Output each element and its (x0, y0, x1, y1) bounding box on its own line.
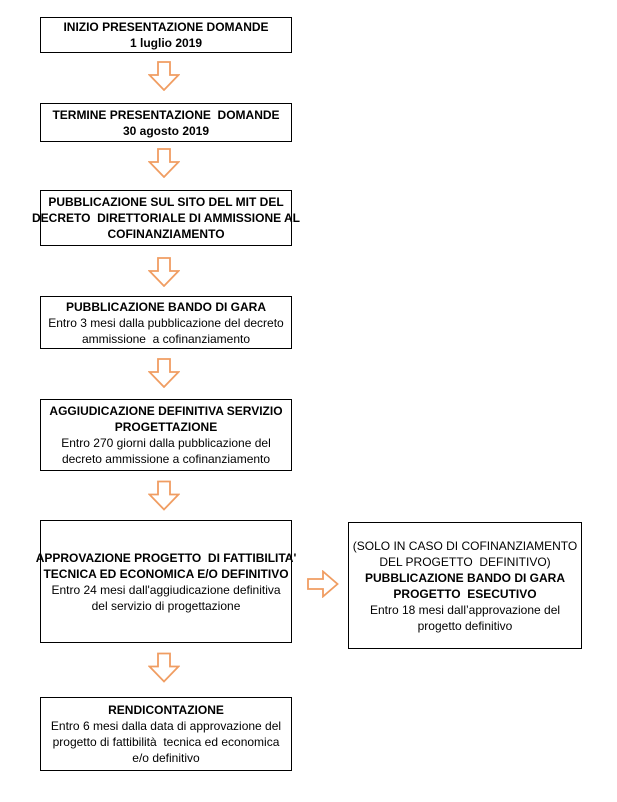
step-detail-line: ammissione a cofinanziamento (81, 331, 251, 346)
step-date-line: 30 agosto 2019 (122, 123, 210, 138)
step-detail-line: Entro 3 mesi dalla pubblicazione del decreto (48, 315, 284, 330)
step-detail-line: progetto definitivo (417, 618, 513, 633)
step-title-line: PROGETTO ESECUTIVO (393, 586, 537, 601)
step-title-line: PUBBLICAZIONE SUL SITO DEL MIT DEL (48, 195, 284, 209)
step-title-line: DECRETO DIRETTORIALE DI AMMISSIONE AL (32, 211, 301, 225)
step-title-line: APPROVAZIONE PROGETTO DI FATTIBILITA' (35, 550, 297, 565)
step-detail-line: Entro 270 giorni dalla pubblicazione del (61, 436, 271, 450)
step-title-line: TERMINE PRESENTAZIONE DOMANDE (52, 107, 280, 122)
step-pubblicazione-bando-di-gara (40, 296, 292, 349)
step-title-line: AGGIUDICAZIONE DEFINITIVA SERVIZIO (49, 404, 283, 418)
down-arrow-icon (148, 480, 180, 511)
step-inizio-presentazione-domande (40, 17, 292, 53)
step-condition-line: (SOLO IN CASO DI COFINANZIAMENTO (352, 538, 578, 553)
step-approvazione-progetto (35, 520, 297, 643)
step-pubblicazione-decreto-mit (32, 190, 301, 246)
step-title-line: RENDICONTAZIONE (108, 703, 224, 717)
step-title-line: INIZIO PRESENTAZIONE DOMANDE (63, 20, 269, 34)
step-title-line: PROGETTAZIONE (114, 420, 218, 434)
step-detail-line: e/o definitivo (132, 751, 200, 765)
step-detail-line: progetto di fattibilità tecnica ed economica (52, 735, 280, 749)
step-title-line: TECNICA ED ECONOMICA E/O DEFINITIVO (43, 566, 289, 581)
step-title-line: COFINANZIAMENTO (107, 227, 225, 241)
step-detail-line: Entro 24 mesi dall'aggiudicazione definitiva (51, 582, 281, 597)
step-detail-line: decreto ammissione a cofinanziamento (61, 452, 271, 466)
down-arrow-icon (148, 358, 180, 388)
step-detail-line: del servizio di progettazione (91, 598, 241, 613)
step-title-line: PUBBLICAZIONE BANDO DI GARA (365, 570, 565, 585)
step-detail-line: Entro 18 mesi dall’approvazione del (369, 602, 561, 617)
step-bando-progetto-esecutivo (348, 522, 582, 649)
step-condition-line: DEL PROGETTO DEFINITIVO) (379, 554, 551, 569)
step-rendicontazione (40, 697, 292, 771)
right-arrow-icon (307, 570, 339, 598)
step-termine-presentazione-domande (40, 103, 292, 142)
step-date-line: 1 luglio 2019 (129, 36, 203, 50)
step-aggiudicazione-definitiva (40, 399, 292, 471)
step-title-line: PUBBLICAZIONE BANDO DI GARA (66, 299, 266, 314)
down-arrow-icon (148, 61, 180, 91)
down-arrow-icon (148, 148, 180, 178)
down-arrow-icon (148, 652, 180, 683)
down-arrow-icon (148, 257, 180, 287)
step-detail-line: Entro 6 mesi dalla data di approvazione del (50, 719, 282, 733)
